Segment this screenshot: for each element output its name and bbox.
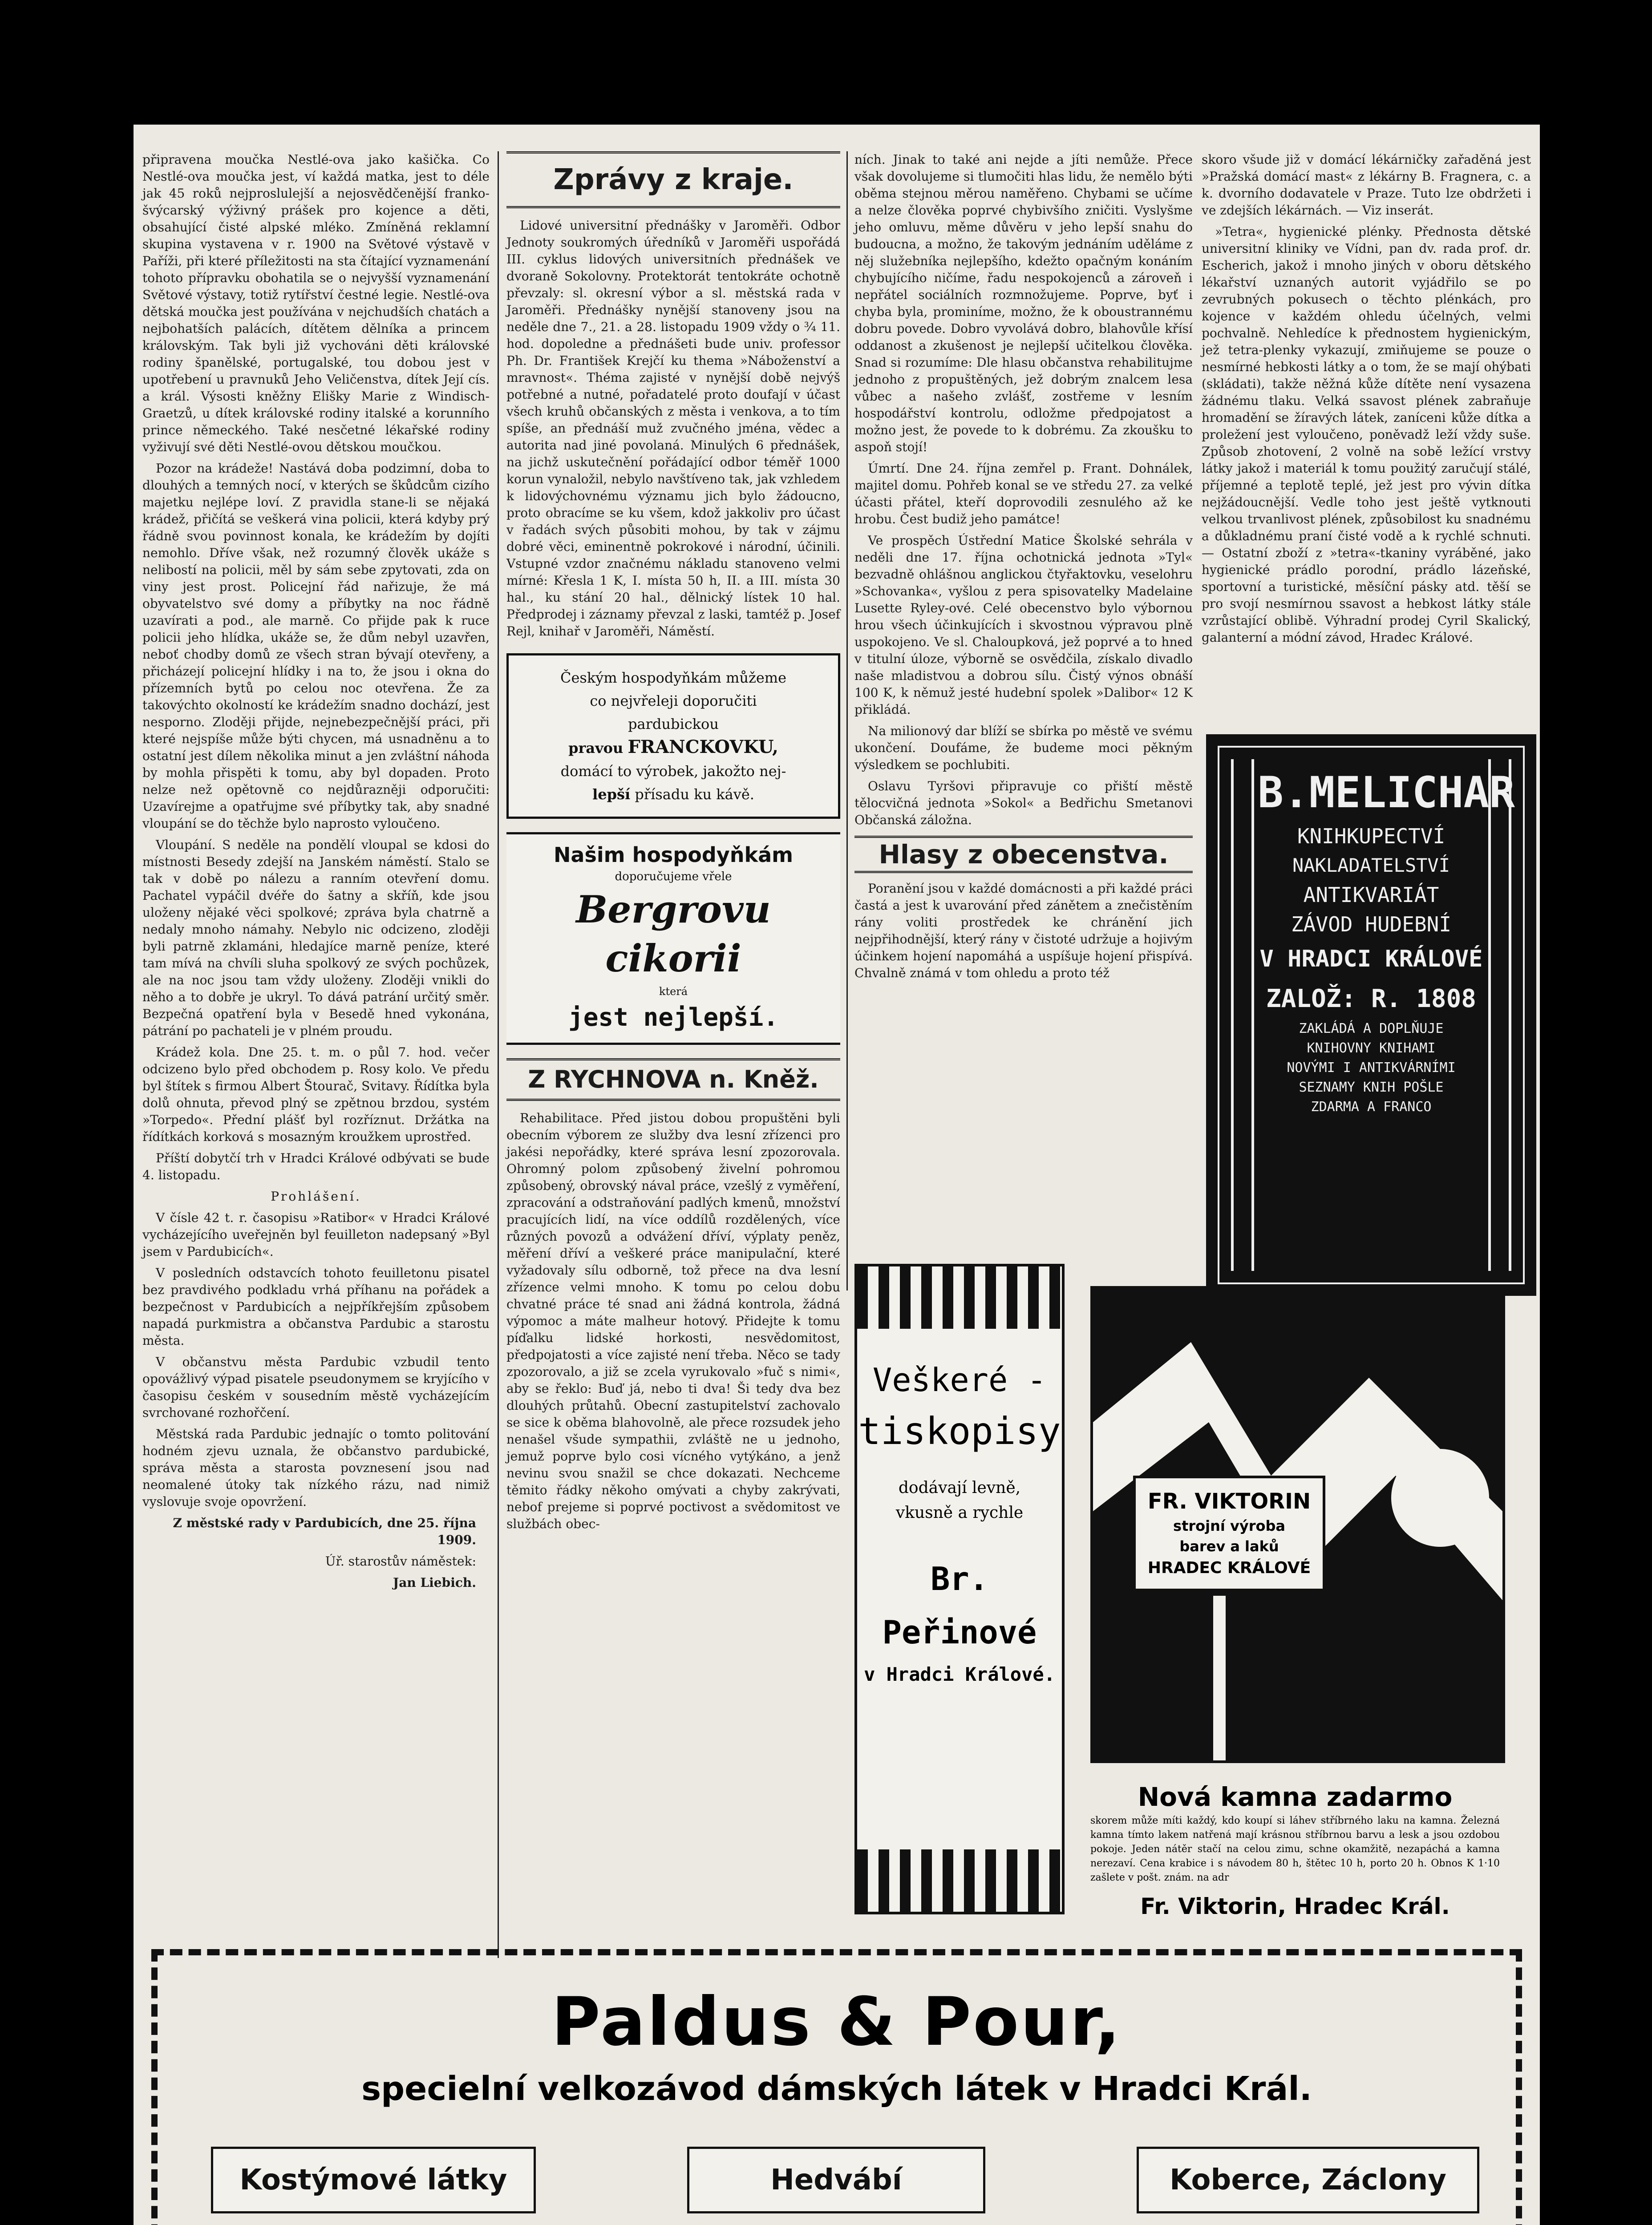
viktorin-sign-2: strojní výroba bbox=[1173, 1517, 1285, 1534]
column-4 bbox=[1202, 151, 1531, 651]
nestle-article: připravena moučka Nestlé-ova jako kašička. Co Nestlé-ova moučka jest, ví každá matka, jest to déle jak 45 roků nejproslulejší a nejosvědčenější franko-švýcarský výživný prášek pro kojence a děti, obsahující čisté alpské mléko. Zmíněná reklamní skupina vystavena v r. 1900 na Světové výstavě v Paříži, při které příležitosti na sta čítající vyznamenání tohoto přípravku obohatila se o nejvyšší vyznamenání Světové výstavy, totiž rytířství čestné legie. Nestlé-ova dětská moučka jest používána v nejchudších chatách a nejbohatších palácích, dítětem dělníka a princem královským. Tak byli již vychováni děti královské rodiny španělské, portugalské, tou dobou jest v upotřebení u pravnuků Jeho Veličenstva, dítek Její cís. a král. Výsosti kněžny Elišky Marie z Windisch-Graetzů, u dítek královské rodiny italské a korunního prince německého. Také nesčetné lékařské rodiny vyživují své děti Nestlé-ovou dětskou moučkou. bbox=[142, 152, 490, 454]
perinova-city: v Hradci Králové. bbox=[864, 1663, 1055, 1685]
paldus-ad bbox=[151, 1949, 1522, 2225]
perinova-line-2: tiskopisy bbox=[858, 1409, 1061, 1453]
melichar-line-2: KNIHKUPECTVÍ bbox=[1297, 824, 1446, 848]
ornament-right bbox=[1488, 759, 1511, 1271]
melichar-name: B.MELICHAR bbox=[1258, 768, 1515, 817]
perinova-line-1: Veškeré - bbox=[872, 1361, 1047, 1399]
franckovka-line-5: domácí to výrobek, jakožto nej- bbox=[560, 763, 786, 780]
column-divider-2 bbox=[846, 151, 848, 1290]
viktorin-sign-3: barev a laků bbox=[1179, 1538, 1279, 1555]
franckovka-brand: FRANCKOVKU, bbox=[628, 736, 778, 757]
perinova-ad bbox=[854, 1264, 1065, 1914]
melichar-line-4: ANTIKVARIÁT bbox=[1303, 883, 1439, 907]
carpets-curtains-box: Koberce, Záclony bbox=[1137, 2147, 1479, 2213]
injuries-article: Poranění jsou v každé domácnosti a při každé práci častá a jest k uvarování před zánětem a znečistěním rány voliti prostředek ke chránění jich nejpřihodnější, který rány v čistoté udržuje a hojivým účinkem hojení napomáhá a uspíšuje hojení přispívá. Chvalně známá v tom ohledu a proto též bbox=[854, 881, 1193, 980]
matice-article: Ve prospěch Ústřední Matice Školské sehrála v neděli dne 17. října ochotnická jednota »Tyl« bezvadně ohlášnou anglickou čtyřaktovku, veselohru »Schovanka«, vyšlou z pera spisovatelky Madelaine Lusette Ryley-ové. Celé obecenstvo bylo výbornou hrou všech účinkujících i skvostnou výpravou plně uspokojeno. Ve sl. Chaloupková, jež poprvé a to hned v titulní úloze, výborně se osvědčila, získalo divadlo naše mladistvou a dobrou sílu. Čistý výnos obnáší 100 K, k němuž jesté hudební spolek »Dalibor« 12 K přikládá. bbox=[854, 533, 1193, 717]
silk-box: Hedvábí bbox=[687, 2147, 985, 2213]
death-notice: Úmrtí. Dne 24. října zemřel p. Frant. Dohnálek, majitel domu. Pohřeb konal se ve středu 27. za velké účasti přátel, kteří doprovodili zesnulého až ke hrobu. Čest budiž jeho památce! bbox=[854, 461, 1193, 526]
million-gift-article: Na milionový dar blíží se sbírka po městě ve svému ukončení. Doufáme, že budeme moci pěkným výsledkem se pochlubiti. bbox=[854, 724, 1193, 772]
burglary-article: Vloupání. S neděle na pondělí vloupal se kdosi do místnosti Besedy zdejší na Janském náměstí. Stalo se tak v době po nálezu a ranním otevření domu. Pachatel vypáčil dvéře do šatny a skříň, kde jsou uloženy nějaké věci spolkové; zpráva byla chatrně a nedaly mnoho námahy. Nebylo nic odcizeno, zloději byli patrně zklamáni, hledajíce marně peníze, které tam mívá na chvíli sluha spolkový ze svých pochůzek, ale na noc jsou tam vždy uloženy. Zloději vnikli do něho a to dobře je ukryl. To dává patrání určitý směr. Bezpečná opatření byla v Besedě hned vykonána, pátrání po pachateli je v plném proudu. bbox=[142, 837, 490, 1038]
declaration-title: Prohlášení. bbox=[271, 1189, 361, 1204]
declaration-p1: V čísle 42 t. r. časopisu »Ratibor« v Hradci Králové vycházejícího uveřejněn byl feuilleton nadepsaný »Byl jsem v Pardubicích«. bbox=[142, 1210, 490, 1259]
perinova-line-4: vkusně a rychle bbox=[895, 1504, 1024, 1522]
bergr-line-4: která bbox=[659, 985, 688, 998]
paldus-subtitle: specielní velkozávod dámských látek v Hradci Král. bbox=[361, 2070, 1312, 2108]
public-voices-heading: Hlasy z obecenstva. bbox=[854, 836, 1193, 873]
melichar-founded: ZALOŽ: R. 1808 bbox=[1266, 984, 1476, 1013]
melichar-line-8: ZAKLÁDÁ A DOPLŇUJE bbox=[1299, 1021, 1444, 1036]
viktorin-sign-1: FR. VIKTORIN bbox=[1147, 1489, 1311, 1514]
rehabilitation-article: Rehabilitace. Před jistou dobou propuštěni byli obecním výborem ze služby dva lesní zřízenci pro jakési nepořádky, které správa lesní zpozorovala. Ohromný polom způsobený živelní pohromou způsobený, obrovský nával práce, vzešlý z vyměření, zpracování a odstraňování padlých kmenů, množství pracujících lidí, na více oddílů rozdělených, více různých povozů a odvážení dříví, výplaty peněz, měření dříví a veškeré práce manipulační, které vyžadovaly sílu odborně, tož přece na dva lesní zřízence velmi mnoho. K tomu po celou dobu chvatné práce té snad ani žádná kontrola, žádná výpomoc a máte malheur hotový. Přidejte k tomu píďalku lidské horkosti, nesvědomitost, předpojatosti a více zajisté není třeba. Něco se tady zpozorovalo, a již se zcela vyrukovalo »fuč s nimi«, aby se řeklo: Buď já, nebo ti dva! Ši tedy dva bez dlouhých průtahů. Obecní zastupitelství zachovalo se sice k oběma blahovolně, ale přece rozsudek jeho nenašel všude sympathii, zvláště ne u jednoho, jemuž poprve bylo cosi vícného vytýkáno, a jenž nevinu svou snažil se chce dokazati. Nechceme těmito řádky někoho omývati a chyby zakrývati, nebof prejeme si poprvé poctivost a svědomitost ve službách obec- bbox=[506, 1111, 840, 1531]
column-divider bbox=[498, 151, 499, 1958]
melichar-line-11: SEZNAMY KNIH POŠLE bbox=[1299, 1080, 1444, 1095]
declaration-p3: V občanstvu města Pardubic vzbudil tento opovážlivý výpad pisatele pseudonymem se kryjícího v časopisu českém v sousedním městě vycházejícím svrchované rozhořčení. bbox=[142, 1355, 490, 1420]
melichar-line-6: V HRADCI KRÁLOVÉ bbox=[1259, 946, 1483, 972]
theft-warning-article: Pozor na krádeže! Nastává doba podzimní, doba to dlouhých a temných nocí, v kterých se škůdcům cizího majetku nejlépe loví. Z pravidla stane-li se nějaká krádež, přičítá se veškerá vina policii, která kdyby prý řádně svou povinnost konala, ke krádežím by dojíti nemohlo. Dříve však, než rozumný člověk ukáže s nelibostí na policii, měl by sám sebe zpytovati, zda on viny jest prost. Policejní řád nařizuje, že má obyvatelstvo své domy a příbytky na noc řádně uzavírati a pod., ale marně. Co přijde pak k ruce policii jeho hlídka, ukáže se, že dům nebyl uzavřen, neboť chodby domů ze všech stran bývají otevřeny, a přicházejí policejní hlídky i na to, že jsou i okna do přízemních bytů po celou noc otevřena. Že za takovýchto okolností ke krádežím snadno dochází, jest nesporno. Zloději přijde, nejnebezpečnější práci, při které nejspíše může býti chycen, má usnadněnu a to ostatní jest dílem několika minut a jen zvláštní náhoda by mohla přispěti k tomu, aby byl dopaden. Proto nelze než opětovně co nejdůrazněji odporučiti: Uzavírejme a opatřujme své příbytky tak, aby snadné vloupání se do těchže bylo naprosto vyloučeno. bbox=[142, 461, 490, 831]
viktorin-foot: Fr. Viktorin, Hradec Král. bbox=[1140, 1893, 1450, 1919]
column-1 bbox=[142, 151, 490, 1596]
bergr-brand: Bergrovu cikorii bbox=[576, 887, 771, 980]
ornament-bottom bbox=[857, 1849, 1062, 1912]
melichar-line-9: KNIHOVNY KNIHAMI bbox=[1307, 1040, 1436, 1056]
franckovka-line-3: pardubickou bbox=[628, 716, 719, 732]
melichar-line-12: ZDARMA A FRANCO bbox=[1311, 1099, 1432, 1115]
melichar-ad bbox=[1206, 734, 1536, 1296]
cattle-market-article: Příští dobytčí trh v Hradci Králové odbývati se bude 4. listopadu. bbox=[142, 1151, 490, 1182]
rehabilitation-continued: ních. Jinak to také ani nejde a jíti nemůže. Přece však dovolujeme si tlumočiti hlas lidu, že nemělo býti oběma stejnou měrou naměřeno. Chybami se učíme a nelze člověka poprvé chybivšího zničiti. Vyslyšme jeho omluvu, měme důvěru v jeho lepší snahu do budoucna, a možno, že takovým jednáním uděláme z něj služebníka nejlepšího, kdežto opačným konáním chybujícího ničíme, řadu nespokojenců a zároveň i nepřátel sociálních rozmnožujeme. Poprve, byť i chyba byla, prominíme, možno, že k oboustrannému dobru povede. Dobro vyvolává dobro, blahovůle křísí oddanost a zkušenost je nejlepší učitelkou člověka. Snad si rozumíme: Dle hlasu občanstva rehabilitujme jednoho z propuštěných, jež dobrým znalcem lesa vůbec a našeho zvlášť, zostřeme v lesním hospodářství kontrolu, odložme předpojatost a možno jest, že povede to k dobrému. Za zkoušku to aspoň stojí! bbox=[854, 152, 1193, 454]
ornament-left bbox=[1231, 759, 1254, 1271]
franckovka-line-6: přísadu ku kávě. bbox=[635, 786, 754, 803]
bicycle-theft-article: Krádež kola. Dne 25. t. m. o půl 7. hod. večer odcizeno bylo před obchodem p. Rosy kolo. Ve předu byl štítek s firmou Albert Štourač, Svitavy. Řídítka byla dolů ohnuta, převod plný se zpětnou brzdou, systém »Torpedo«. Přední plášť byl rozříznut. Držátka na řídítkách korková s mosazným kroužkem uprostřed. bbox=[142, 1045, 490, 1144]
paldus-title: Paldus & Pour, bbox=[551, 1983, 1122, 2061]
column-3 bbox=[854, 151, 1193, 986]
viktorin-sign bbox=[1133, 1476, 1325, 1591]
melichar-line-3: NAKLADATELSTVÍ bbox=[1292, 854, 1450, 876]
franckovka-line-1: Českým hospodyňkám můžeme bbox=[560, 669, 787, 686]
franckovka-line-2: co nejvřeleji doporučiti bbox=[590, 692, 757, 709]
viktorin-head: Nová kamna zadarmo bbox=[1138, 1782, 1453, 1812]
declaration-p4: Městská rada Pardubic jednajíc o tomto politování hodném zjevu uznala, že občanstvo pardubické, správa města a starosta povznesení jsou nad neomalené útoky tak nízkého rázu, nad nimiž vyslovuje svoje opovržení. bbox=[142, 1427, 490, 1509]
perinova-name: Br. Peřinové bbox=[882, 1560, 1037, 1651]
perinova-line-3: dodávají levně, bbox=[898, 1479, 1021, 1497]
lectures-article: Lidové universitní přednášky v Jaroměři. Odbor Jednoty soukromých úředníků v Jaroměři uspořádá III. cyklus lidových universitních přednášek ve dvoraně Sokolovny. Protektorát tentokráte ochotně převzaly: sl. okresní výbor a sl. městská rada v Jaroměři. Přednášky nynější stanoveny jsou na neděle dne 7., 21. a 28. listopadu 1909 vždy o ¾ 11. hod. dopoledne a přednášeti bude univ. professor Ph. Dr. František Krejčí ku thema »Náboženství a mravnost«. Théma zajisté v nynější době nejvýš potřebné a nutné, pořadatelé proto doufají v účast všech kruhů občanských z města i venkova, a to tím spíše, an přednáší muž zvučného jména, vědec a autorita nad jiné povolaná. Minulých 6 přednášek, na jichž uskutečnění pořádající odbor téměř 1000 korun vynaložil, nebylo navštíveno tak, jak vzhledem k lidovýchovnému významu jich bylo žádoucno, proto obracíme se ku všem, kdož jakkoliv pro účast v řadách svých působiti mohou, by tak v zájmu dobré věci, eminentně pokrokové i národní, účinili. Vstupné vzdor značnému nákladu stanoveno velmi mírné: Křesla 1 K, I. místa 50 h, II. a III. místa 30 hal., ku stání 20 hal., dělnický lístek 10 hal. Předprodej i záznamy převzal z laski, tamtéž p. Josef Rejl, knihař v Jaroměři, Náměstí. bbox=[506, 218, 840, 639]
column-2 bbox=[506, 151, 840, 1537]
sun-icon bbox=[1391, 1449, 1489, 1547]
viktorin-illustration bbox=[1090, 1286, 1505, 1763]
sign-post bbox=[1213, 1596, 1226, 1760]
viktorin-text: skorem může míti každý, kdo koupí si láhev stříbrného laku na kamna. Železná kamna tímto lakem natřená mají krásnou stříbrnou barvu a lesk a jsou ozdobou pokoje. Jeden nátěr stačí na celou zimu, schne okamžitě, nezapáchá a kamna nerezaví. Cena krabice i s návodem 80 h, štětec 10 h, porto 20 h. Obnos K 1·10 zašlete v pošt. znám. na adr bbox=[1090, 1815, 1500, 1883]
ornament-top bbox=[857, 1266, 1062, 1329]
declaration-p2: V posledních odstavcích tohoto feuilletonu pisatel bez pravdivého podkladu vrhá příhanu na pořádek a bezpečnost v Pardubicích a nejpříkřejším způsobem napadá purkmistra a občanstva Pardubic a starostu města. bbox=[142, 1266, 490, 1348]
bergr-ad bbox=[506, 832, 840, 1045]
franckovka-best: lepší bbox=[592, 786, 631, 803]
franckovka-ad bbox=[506, 653, 840, 819]
franckovka-pravou: pravou bbox=[568, 740, 624, 756]
rychnov-heading: Z RYCHNOVA n. Kněž. bbox=[506, 1058, 840, 1101]
signature-line-1: Z městské rady v Pardubicích, dne 25. října 1909. bbox=[173, 1516, 476, 1547]
newspaper-page bbox=[134, 125, 1540, 2225]
signature-line-3: Jan Liebich. bbox=[393, 1575, 476, 1590]
bergr-line-2: doporučujeme vřele bbox=[615, 870, 732, 883]
tyrs-celebration-article: Oslavu Tyršovi připravuje co přiští městě tělocvičná jednota »Sokol« a Bedřichu Smetanovi Občanská záložna. bbox=[854, 779, 1193, 827]
melichar-line-10: NOVÝMI I ANTIKVÁRNÍMI bbox=[1287, 1060, 1456, 1076]
signature-line-2: Úř. starostův náměstek: bbox=[325, 1554, 476, 1569]
costume-fabrics-box: Kostýmové látky bbox=[211, 2147, 536, 2213]
melichar-line-5: ZÁVOD HUDEBNÍ bbox=[1291, 912, 1452, 936]
viktorin-ad-text bbox=[1090, 1780, 1500, 1923]
ointment-article: skoro všude již v domácí lékárničky zařaděná jest »Pražská domácí mast« z lékárny B. Fragnera, c. a k. dvorního dodavatele v Praze. Tuto lze obdržeti i ve zdejších lékárnách. — Viz inserát. bbox=[1202, 152, 1531, 218]
tetra-article: »Tetra«, hygienické plénky. Přednosta dětské universitní kliniky ve Vídni, pan dv. rada prof. dr. Escherich, jakož i mnoho jiných v oboru dětského lékařství uznaných autorit vyjádřilo se po zevrubných pokusech o těchto plénkách, pro kojence v každém ohledu účelných, velmi pochvalně. Nehledíce k přednostem hygienickým, jež tetra-plenky vykazují, zmiňujeme se pouze o nesmírné hebkosti látky a o tom, že se mají ohýbati (skládati), takže něžná kůže dítěte není vysazena žádnému tlaku. Velká ssavost plének zabraňuje hromadění se žíravých látek, zaníceni kůže dítka a proležení jest vyloučeno, poněvadž leží vždy suše. Způsob zhotovení, 2 volně na sobě ležící vrstvy látky jakož i materiál k tomu použitý zaručují stálé, příjemné a teplotě teplé, jež jest pro vývin dítka nejžádoucnější. Vedle toho jest ještě vytknouti velkou trvanlivost plének, způsobilost ku snadnému a důkladnému praní čisté vodě a k rychlé schnuti. — Ostatní zboží z »tetra«-tkaniny vyráběné, jako hygienické prádlo porodní, prádlo lázeňské, sportovní a turistické, měsíční pásky atd. těší se pro svojí nesmírnou ssavost a hebkost látky stále vzrůstající oblibě. Výhradní prodej Cyril Skalický, galanterní a módní závod, Hradec Králové. bbox=[1202, 224, 1531, 645]
viktorin-sign-4: HRADEC KRÁLOVÉ bbox=[1147, 1559, 1311, 1577]
bergr-line-1: Našim hospodyňkám bbox=[553, 843, 794, 867]
bergr-line-5: jest nejlepší. bbox=[568, 1003, 778, 1032]
regional-news-heading: Zprávy z kraje. bbox=[506, 151, 840, 208]
